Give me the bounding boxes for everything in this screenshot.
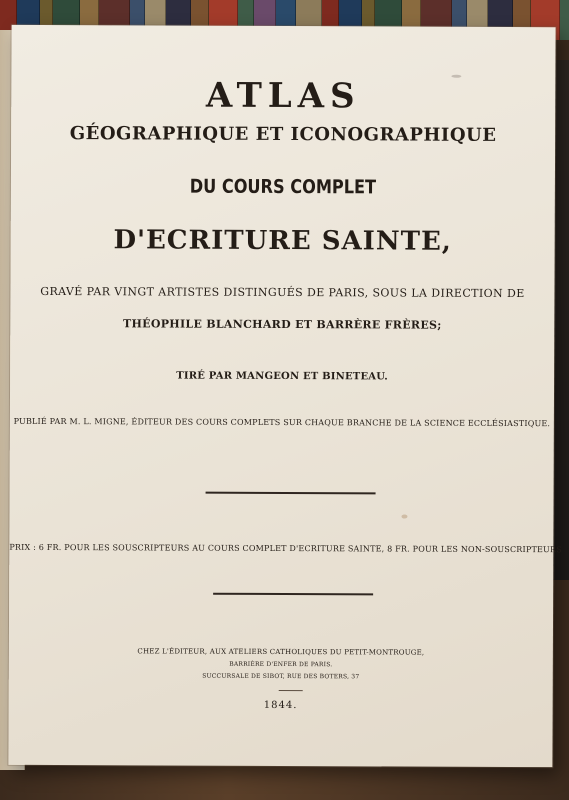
engravers-line: GRAVÉ PAR VINGT ARTISTES DISTINGUÉS DE PARIS, SOUS LA DIRECTION DE — [40, 284, 525, 301]
printers-line: TIRÉ PAR MANGEON ET BINETEAU. — [176, 370, 388, 383]
title-page — [8, 25, 562, 767]
price-line: PRIX : 6 FR. POUR LES SOUSCRIPTEURS AU COURS COMPLET D'ECRITURE SAINTE, 8 FR. POUR LES NON-SOUSCRIPTEURS — [9, 542, 562, 555]
imprint-location: BARRIÈRE D'ENFER DE PARIS. — [229, 660, 333, 669]
book-spine — [560, 0, 569, 40]
publication-year: 1844. — [263, 699, 298, 712]
direction-names: THÉOPHILE BLANCHARD ET BARRÈRE FRÈRES; — [122, 317, 442, 332]
title-cours-complet: DU COURS COMPLET — [189, 175, 377, 199]
imprint-divider — [279, 690, 303, 691]
title-subtitle: GÉOGRAPHIQUE ET ICONOGRAPHIQUE — [69, 123, 497, 146]
imprint-branch: SUCCURSALE DE SIBOT, RUE DES BOTERS, 37 — [202, 672, 360, 681]
ornamental-rule-bottom — [213, 593, 373, 596]
foxing-spot — [401, 515, 407, 519]
corner-mark — [451, 75, 461, 78]
title-atlas: ATLAS — [205, 75, 361, 117]
ornamental-rule-top — [206, 492, 376, 495]
imprint-address: CHEZ L'ÉDITEUR, AUX ATELIERS CATHOLIQUES DU PETIT-MONTROUGE, — [137, 647, 425, 657]
title-ecriture-sainte: D'ECRITURE SAINTE, — [113, 225, 452, 257]
publisher-line: PUBLIÉ PAR M. L. MIGNE, ÉDITEUR DES COURS COMPLETS SUR CHAQUE BRANCHE DE LA SCIENCE ECCLÉSIASTIQUE. — [13, 416, 551, 429]
